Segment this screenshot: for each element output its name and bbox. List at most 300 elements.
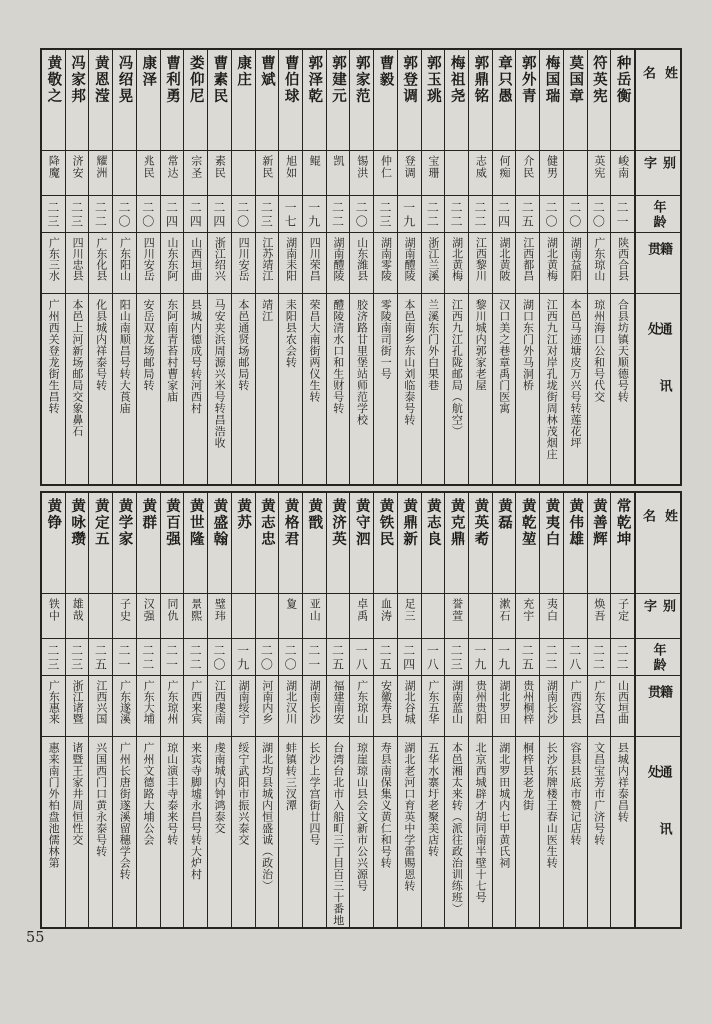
contact-address-cell — [279, 293, 302, 484]
entry-column — [231, 50, 255, 484]
contact-address-cell — [303, 736, 326, 927]
age-value-cell — [611, 195, 634, 232]
contact-address-cell — [256, 293, 279, 484]
person-name-cell — [540, 50, 563, 150]
page-number: 55 — [26, 930, 45, 946]
age-value-cell — [611, 638, 634, 675]
entry-column — [397, 50, 421, 484]
age-value: 二〇 — [591, 201, 606, 229]
courtesy-name: 夷白 — [545, 598, 559, 622]
person-name-cell — [422, 50, 445, 150]
age-value: 二三 — [377, 201, 392, 229]
native-place: 陕西合县 — [616, 237, 630, 281]
person-name-cell — [113, 50, 136, 150]
person-name-cell — [113, 493, 136, 593]
native-place-cell — [564, 232, 587, 293]
age-value: 一八 — [425, 644, 440, 672]
entry-column — [349, 50, 373, 484]
contact-address-cell — [445, 293, 468, 484]
person-name: 黄咏瓒 — [69, 498, 86, 548]
person-name-cell — [327, 493, 350, 593]
contact-address-cell — [564, 736, 587, 927]
native-place-cell — [42, 232, 65, 293]
contact-address: 长沙上学宫街廿四号 — [308, 742, 322, 846]
age-value-cell — [374, 195, 397, 232]
native-place: 江西黎川 — [474, 237, 488, 281]
entry-column — [278, 50, 302, 484]
native-place: 广东五华 — [426, 680, 440, 724]
native-place: 广西来宾 — [189, 680, 203, 724]
entry-column — [88, 493, 112, 927]
person-name: 曹伯球 — [282, 55, 299, 105]
native-place-cell — [327, 675, 350, 736]
native-place: 湖南零陵 — [379, 237, 393, 281]
native-place-cell — [256, 675, 279, 736]
entry-column — [42, 50, 65, 484]
native-place: 江西兴国 — [94, 680, 108, 724]
native-place: 湖南蓝山 — [450, 680, 464, 724]
contact-address-cell — [232, 736, 255, 927]
native-place-cell — [137, 232, 160, 293]
age-value-cell — [113, 195, 136, 232]
age-value-cell — [208, 638, 231, 675]
person-name: 黄群 — [140, 498, 157, 531]
courtesy-name: 璧玮 — [213, 598, 227, 622]
courtesy-name: 常达 — [165, 155, 179, 179]
entry-column — [326, 50, 350, 484]
person-name-cell — [611, 50, 634, 150]
age-value-cell — [493, 195, 516, 232]
age-value: 一九 — [235, 644, 250, 672]
native-place: 广西容县 — [569, 680, 583, 724]
native-place: 广东阳山 — [118, 237, 132, 281]
age-value: 二三 — [69, 201, 84, 229]
directory-table-bottom — [40, 491, 682, 929]
courtesy-name-cell — [184, 593, 207, 638]
person-name-cell — [89, 50, 112, 150]
courtesy-name-cell — [374, 150, 397, 195]
native-place: 浙江兰溪 — [426, 237, 440, 281]
person-name: 黄英耇 — [472, 498, 489, 548]
header-native-place-label: 籍贯 — [645, 242, 672, 268]
person-name: 曹斌 — [258, 55, 275, 88]
native-place-cell — [516, 675, 539, 736]
contact-address-cell — [374, 293, 397, 484]
age-value-cell — [350, 638, 373, 675]
native-place-cell — [540, 232, 563, 293]
entry-column — [373, 493, 397, 927]
native-place: 湖北黄陂 — [498, 237, 512, 281]
courtesy-name: 济安 — [71, 155, 85, 179]
age-value-cell — [184, 195, 207, 232]
contact-address: 容县县底市赞记店转 — [568, 742, 582, 846]
native-place-cell — [184, 675, 207, 736]
age-value: 二二 — [140, 644, 155, 672]
native-place: 广东化县 — [94, 237, 108, 281]
person-name-cell — [398, 50, 421, 150]
contact-address-cell — [445, 736, 468, 927]
header-column — [634, 50, 680, 484]
age-value: 二三 — [69, 644, 84, 672]
age-value-cell — [303, 638, 326, 675]
entry-column — [587, 50, 611, 484]
age-value-cell — [493, 638, 516, 675]
native-place-cell — [445, 232, 468, 293]
contact-address-cell — [184, 736, 207, 927]
person-name-cell — [469, 493, 492, 593]
age-value: 二〇 — [140, 201, 155, 229]
entry-column — [492, 493, 516, 927]
header-native-place-label: 籍贯 — [645, 685, 672, 711]
native-place-cell — [516, 232, 539, 293]
contact-address: 兰溪东门外白果巷 — [426, 299, 440, 391]
native-place-cell — [422, 675, 445, 736]
header-age-label: 年龄 — [650, 643, 666, 673]
age-value-cell — [137, 638, 160, 675]
person-name-cell — [184, 493, 207, 593]
contact-address: 寿县南保集义黄仁和号转 — [379, 742, 393, 869]
person-name: 黄铮 — [45, 498, 62, 531]
entry-column — [302, 493, 326, 927]
courtesy-name-cell — [66, 593, 89, 638]
header-name-label: 姓 名 — [640, 509, 677, 537]
entry-column — [515, 493, 539, 927]
courtesy-name-cell — [611, 593, 634, 638]
contact-address: 台湾台北市入船町三丁目百三十番地 — [331, 742, 345, 926]
contact-address-cell — [208, 736, 231, 927]
age-value-cell — [232, 638, 255, 675]
contact-address-cell — [516, 736, 539, 927]
person-name: 冯家邦 — [69, 55, 86, 105]
courtesy-name: 亚山 — [308, 598, 322, 622]
person-name-cell — [208, 50, 231, 150]
person-name-cell — [516, 493, 539, 593]
courtesy-name: 仲仁 — [379, 155, 393, 179]
courtesy-name: 足三 — [403, 598, 417, 622]
courtesy-name: 兆民 — [142, 155, 156, 179]
header-name — [636, 50, 680, 150]
native-place: 湖南耒阳 — [284, 237, 298, 281]
courtesy-name-cell — [350, 150, 373, 195]
person-name-cell — [564, 493, 587, 593]
person-name-cell — [374, 493, 397, 593]
header-contact-label: 通讯处 — [645, 322, 672, 436]
contact-address: 琼山演丰寺泰来号转 — [165, 742, 179, 846]
age-value: 二〇 — [567, 201, 582, 229]
entry-column — [397, 493, 421, 927]
person-name: 郭建元 — [330, 55, 347, 105]
age-value-cell — [279, 195, 302, 232]
contact-address: 长沙东牌楼王春山医生转 — [545, 742, 559, 869]
age-value-cell — [398, 638, 421, 675]
courtesy-name-cell — [89, 593, 112, 638]
age-value: 二二 — [591, 644, 606, 672]
age-value-cell — [256, 195, 279, 232]
age-value: 二四 — [211, 201, 226, 229]
courtesy-name-cell — [113, 150, 136, 195]
courtesy-name: 何痴 — [498, 155, 512, 179]
native-place: 广东惠来 — [47, 680, 61, 724]
courtesy-name: 铁中 — [47, 598, 61, 622]
entry-column — [160, 50, 184, 484]
person-name: 黄鼎新 — [401, 498, 418, 548]
native-place: 湖南绥宁 — [237, 680, 251, 724]
person-name: 康庄 — [235, 55, 252, 88]
person-name: 黄恩滢 — [92, 55, 109, 105]
contact-address-cell — [611, 293, 634, 484]
contact-address: 马安夹浜周源兴米号转昌浩收 — [213, 299, 227, 449]
age-value: 二三 — [45, 201, 60, 229]
native-place-cell — [469, 675, 492, 736]
age-value: 二四 — [496, 201, 511, 229]
contact-address: 虔南城内钟鸿泰交 — [213, 742, 227, 834]
age-value-cell — [303, 195, 326, 232]
person-name: 黄志忠 — [258, 498, 275, 548]
courtesy-name-cell — [208, 593, 231, 638]
contact-address: 兴国西门口黄永泰号转 — [94, 742, 108, 857]
entry-column — [515, 50, 539, 484]
contact-address: 本邑南乡东山刘临泰号转 — [402, 299, 416, 426]
contact-address: 湖北老河口育英中学雷赐恩转 — [402, 742, 416, 892]
age-value-cell — [256, 638, 279, 675]
native-place-cell — [327, 232, 350, 293]
contact-address: 本邑通贤场邮局转 — [236, 299, 250, 391]
person-name: 娄仰尼 — [187, 55, 204, 105]
contact-address: 绥宁武阳市振兴泰交 — [236, 742, 250, 846]
entry-column — [349, 493, 373, 927]
courtesy-name-cell — [113, 593, 136, 638]
person-name: 曹素民 — [211, 55, 228, 105]
native-place: 江苏靖江 — [260, 237, 274, 281]
courtesy-name: 志威 — [474, 155, 488, 179]
courtesy-name: 宗圣 — [189, 155, 203, 179]
courtesy-name: 雄哉 — [71, 598, 85, 622]
contact-address: 化县城内祥泰号转 — [94, 299, 108, 391]
contact-address: 湖口东门外马洞桥 — [521, 299, 535, 391]
contact-address: 耒阳县农会转 — [284, 299, 298, 368]
header-courtesy-name-label: 别字 — [641, 599, 675, 619]
native-place: 湖北汉川 — [284, 680, 298, 724]
native-place-cell — [374, 232, 397, 293]
native-place-cell — [588, 675, 611, 736]
age-value: 二五 — [377, 644, 392, 672]
native-place-cell — [232, 232, 255, 293]
courtesy-name: 素民 — [213, 155, 227, 179]
person-name-cell — [564, 50, 587, 150]
header-native-place — [636, 675, 680, 736]
native-place: 山西垣曲 — [189, 237, 203, 281]
age-value: 二三 — [449, 644, 464, 672]
age-value-cell — [208, 195, 231, 232]
contact-address-cell — [137, 293, 160, 484]
entry-column — [610, 493, 634, 927]
contact-address-cell — [89, 293, 112, 484]
contact-address-cell — [374, 736, 397, 927]
native-place-cell — [493, 675, 516, 736]
entry-column — [88, 50, 112, 484]
age-value: 二〇 — [283, 644, 298, 672]
person-name: 章只愚 — [496, 55, 513, 105]
person-name-cell — [611, 493, 634, 593]
age-value-cell — [540, 638, 563, 675]
courtesy-name-cell — [256, 150, 279, 195]
age-value-cell — [232, 195, 255, 232]
age-value: 二〇 — [354, 201, 369, 229]
person-name: 郭泽乾 — [306, 55, 323, 105]
person-name: 黄铁民 — [377, 498, 394, 548]
contact-address: 桐梓县老龙街 — [521, 742, 535, 811]
person-name: 黄百强 — [163, 498, 180, 548]
courtesy-name-cell — [540, 150, 563, 195]
native-place: 福建南安 — [332, 680, 346, 724]
native-place: 山西垣曲 — [616, 680, 630, 724]
courtesy-name: 卓禹 — [355, 598, 369, 622]
age-value: 一八 — [354, 644, 369, 672]
person-name-cell — [588, 493, 611, 593]
person-name: 黄世隆 — [187, 498, 204, 548]
native-place: 广东琼山 — [355, 680, 369, 724]
person-name-cell — [66, 50, 89, 150]
entry-column — [468, 50, 492, 484]
native-place-cell — [161, 675, 184, 736]
contact-address-cell — [398, 293, 421, 484]
courtesy-name: 凯 — [332, 155, 346, 167]
courtesy-name-cell — [66, 150, 89, 195]
courtesy-name: 景熙 — [189, 598, 203, 622]
courtesy-name: 鲲 — [308, 155, 322, 167]
age-value-cell — [89, 195, 112, 232]
person-name-cell — [516, 50, 539, 150]
courtesy-name-cell — [279, 150, 302, 195]
entry-column — [207, 493, 231, 927]
courtesy-name: 子定 — [616, 598, 630, 622]
native-place: 广东琼州 — [165, 680, 179, 724]
age-value-cell — [564, 195, 587, 232]
contact-address-cell — [256, 736, 279, 927]
entry-column — [421, 493, 445, 927]
age-value-cell — [89, 638, 112, 675]
age-value: 二〇 — [235, 201, 250, 229]
contact-address-cell — [422, 736, 445, 927]
contact-address: 江西九江孔陇邮局（航空） — [450, 299, 464, 437]
courtesy-name-cell — [469, 593, 492, 638]
person-name-cell — [161, 493, 184, 593]
age-value-cell — [350, 195, 373, 232]
courtesy-name-cell — [588, 593, 611, 638]
person-name-cell — [327, 50, 350, 150]
native-place: 湖南醴陵 — [403, 237, 417, 281]
courtesy-name-cell — [516, 593, 539, 638]
entries-top — [42, 50, 634, 484]
contact-address-cell — [279, 736, 302, 927]
entry-column — [563, 50, 587, 484]
native-place-cell — [445, 675, 468, 736]
age-value-cell — [279, 638, 302, 675]
person-name-cell — [588, 50, 611, 150]
person-name: 黄克鼎 — [448, 498, 465, 548]
native-place-cell — [611, 675, 634, 736]
person-name-cell — [540, 493, 563, 593]
age-value-cell — [564, 638, 587, 675]
contact-address-cell — [232, 293, 255, 484]
contact-address: 靖江 — [260, 299, 274, 322]
header-native-place — [636, 232, 680, 293]
person-name-cell — [279, 493, 302, 593]
header-age-label: 年龄 — [650, 200, 666, 230]
courtesy-name-cell — [89, 150, 112, 195]
person-name: 郭登调 — [401, 55, 418, 105]
contact-address: 本邑上河新场邮局交象鼻石 — [70, 299, 84, 437]
contact-address-cell — [327, 293, 350, 484]
contact-address-cell — [350, 736, 373, 927]
native-place: 湖北谷城 — [403, 680, 417, 724]
contact-address-cell — [66, 293, 89, 484]
age-value: 二四 — [188, 201, 203, 229]
person-name-cell — [232, 50, 255, 150]
courtesy-name: 新民 — [260, 155, 274, 179]
entry-column — [539, 50, 563, 484]
contact-address: 广州西关登龙街生昌转 — [47, 299, 61, 414]
age-value: 一九 — [401, 201, 416, 229]
contact-address: 胶济路廿里堡站师范学校 — [355, 299, 369, 426]
age-value: 二二 — [615, 644, 630, 672]
contact-address: 零陵南司街一号 — [379, 299, 393, 380]
native-place-cell — [208, 232, 231, 293]
contact-address-cell — [113, 736, 136, 927]
age-value: 二二 — [425, 201, 440, 229]
person-name-cell — [303, 493, 326, 593]
native-place-cell — [42, 675, 65, 736]
contact-address: 诸暨王家井周恒性交 — [70, 742, 84, 846]
age-value-cell — [161, 195, 184, 232]
entry-column — [112, 50, 136, 484]
person-name-cell — [493, 50, 516, 150]
native-place-cell — [137, 675, 160, 736]
age-value: 二八 — [567, 644, 582, 672]
contact-address: 汉口美之巷章禹门医寓 — [497, 299, 511, 414]
courtesy-name-cell — [516, 150, 539, 195]
contact-address: 北京西城辟才胡同南半壁十七号 — [474, 742, 488, 903]
native-place-cell — [564, 675, 587, 736]
person-name: 黄夷白 — [543, 498, 560, 548]
native-place: 江西虔南 — [213, 680, 227, 724]
contact-address-cell — [398, 736, 421, 927]
contact-address: 醴陵清水口和生财号转 — [331, 299, 345, 414]
entry-column — [65, 493, 89, 927]
courtesy-name-cell — [588, 150, 611, 195]
person-name-cell — [303, 50, 326, 150]
person-name-cell — [137, 493, 160, 593]
courtesy-name-cell — [422, 593, 445, 638]
contact-address-cell — [540, 736, 563, 927]
native-place-cell — [279, 232, 302, 293]
contact-address-cell — [161, 736, 184, 927]
person-name-cell — [42, 50, 65, 150]
age-value: 二一 — [306, 644, 321, 672]
person-name-cell — [89, 493, 112, 593]
age-value: 二三 — [45, 644, 60, 672]
person-name: 曹毅 — [377, 55, 394, 88]
contact-address-cell — [350, 293, 373, 484]
header-age — [636, 638, 680, 675]
native-place-cell — [232, 675, 255, 736]
entry-column — [444, 50, 468, 484]
contact-address: 琼崖琼山县会文新市公兴源号 — [355, 742, 369, 892]
contact-address: 蚌镇转三汊潭 — [284, 742, 298, 811]
person-name: 郭鼎铭 — [472, 55, 489, 105]
courtesy-name: 汉强 — [142, 598, 156, 622]
age-value: 二一 — [164, 644, 179, 672]
